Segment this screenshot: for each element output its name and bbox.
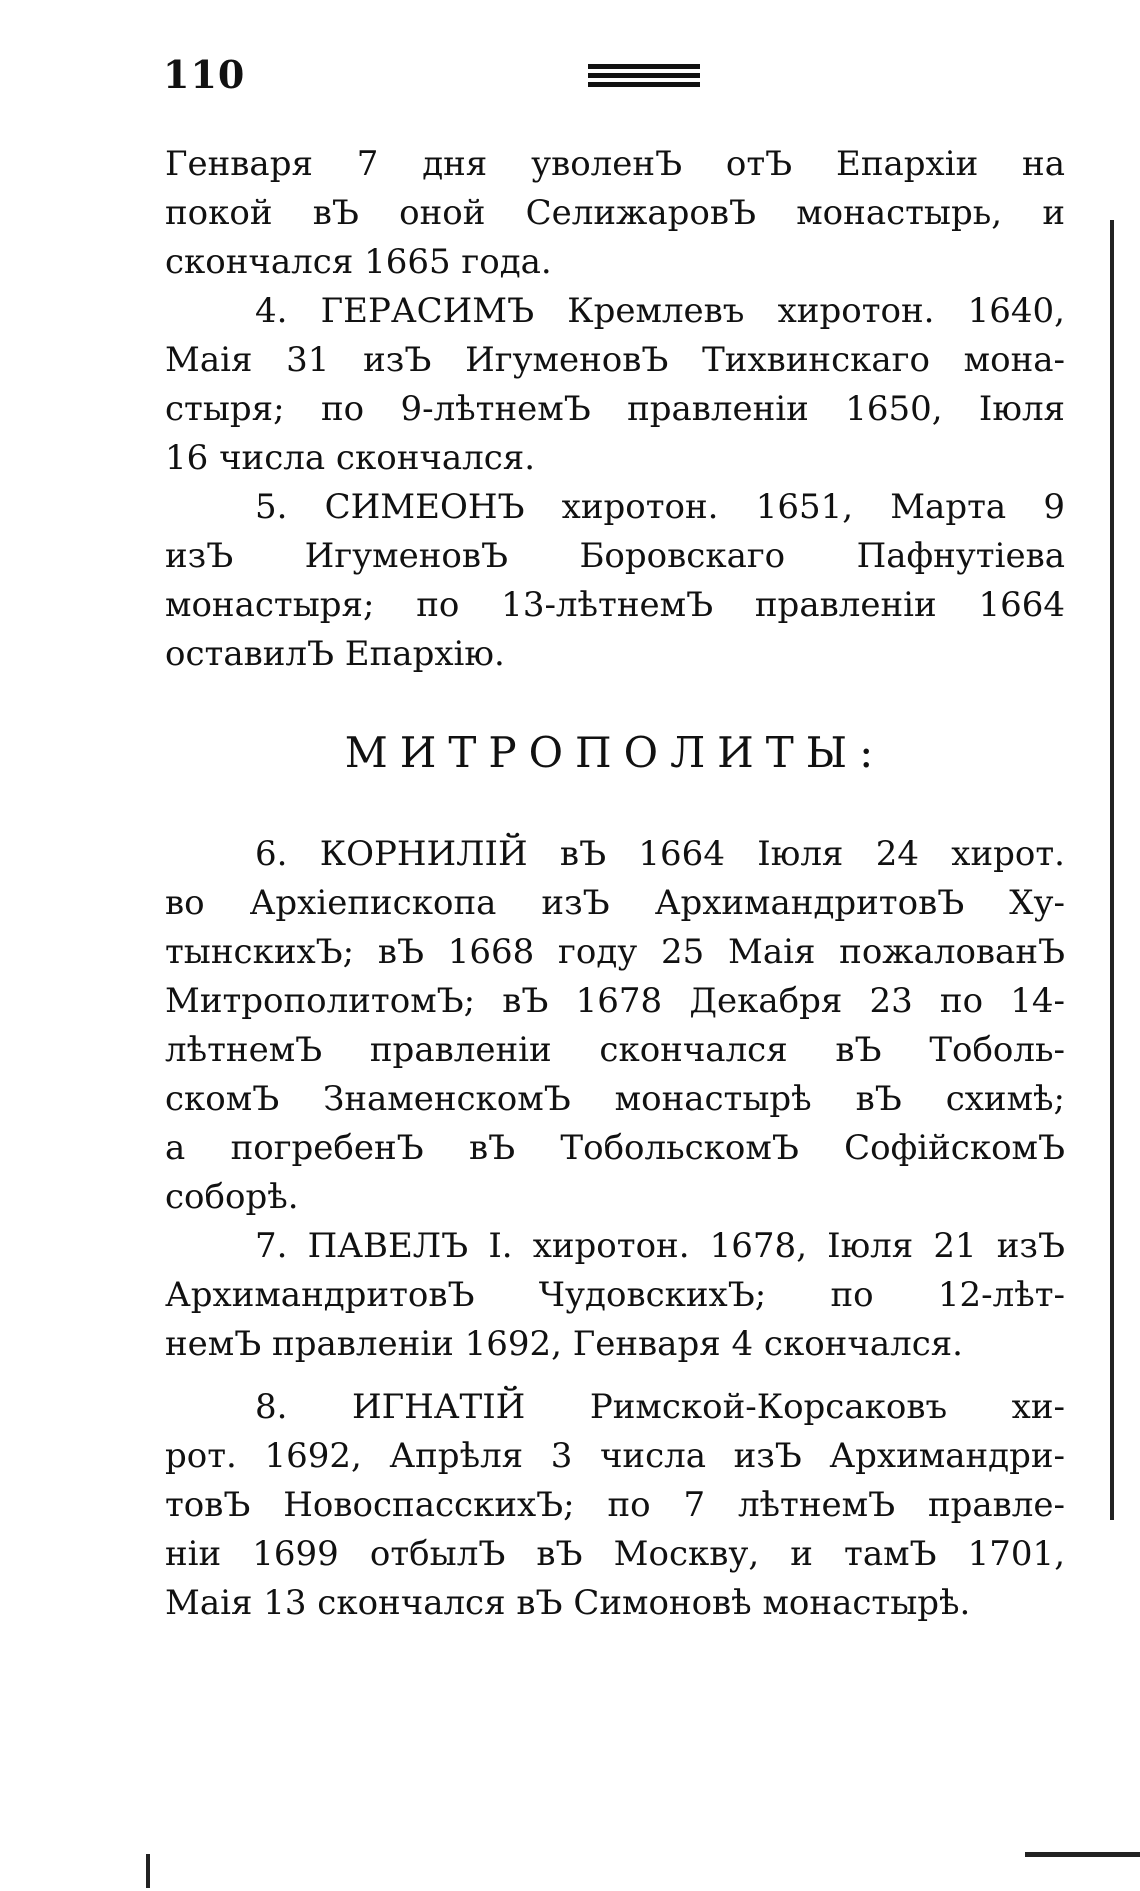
text-line: 7. ПАВЕЛЪ I. хиротон. 1678, Іюля 21 изЪ [255,1226,1065,1266]
text-line: стыря; по 9-лѣтнемЪ правленіи 1650, Іюля [165,389,1065,429]
header-ornament-rule [588,64,700,88]
text-line: покой вЪ оной СелижаровЪ монастырь, и [165,193,1065,233]
text-line: 4. ГЕРАСИМЪ Кремлевъ хиротон. 1640, [255,291,1065,331]
text-line: монастыря; по 13-лѣтнемЪ правленіи 1664 [165,585,1065,625]
section-heading: МИТРОПОЛИТЫ: [344,728,886,777]
text-line: Маія 31 изЪ ИгуменовЪ Тихвинскаго мона- [165,340,1065,380]
text-line: Маія 13 скончался вЪ Симоновѣ монастырѣ. [165,1583,971,1623]
text-line: 5. СИМЕОНЪ хиротон. 1651, Марта 9 [255,487,1065,527]
text-line: 16 числа скончался. [165,438,535,478]
text-line: а погребенЪ вЪ ТобольскомЪ СофійскомЪ [165,1128,1065,1168]
text-block-top [165,140,1065,679]
text-line: МитрополитомЪ; вЪ 1678 Декабря 23 по 14- [165,981,1065,1021]
text-line: товЪ НовоспасскихЪ; по 7 лѣтнемЪ правле- [165,1485,1065,1525]
text-line: немЪ правленіи 1692, Генваря 4 скончался. [165,1324,963,1364]
text-line: рот. 1692, Апрѣля 3 числа изЪ Архимандри- [165,1436,1065,1476]
text-line: ніи 1699 отбылЪ вЪ Москву, и тамЪ 1701, [165,1534,1065,1574]
text-line: изЪ ИгуменовЪ Боровскаго Пафнутіева [165,536,1065,576]
text-line: АрхимандритовЪ ЧудовскихЪ; по 12-лѣт- [165,1275,1065,1315]
bottom-edge-mark [1025,1852,1140,1857]
text-line: во Архіепископа изЪ АрхимандритовЪ Ху- [165,883,1065,923]
page-number: 110 [163,52,246,97]
text-line: соборѣ. [165,1177,299,1217]
text-line: 8. ИГНАТІЙ Римской-Корсаковъ хи- [255,1387,1065,1427]
corner-mark [146,1854,150,1888]
text-line: скончался 1665 года. [165,242,552,282]
text-line: скомЪ ЗнаменскомЪ монастырѣ вЪ схимѣ; [165,1079,1065,1119]
page-edge-line [1110,220,1114,1520]
text-line: тынскихЪ; вЪ 1668 году 25 Маія пожалованЪ [165,932,1065,972]
text-line: 6. КОРНИЛІЙ вЪ 1664 Іюля 24 хирот. [255,834,1065,874]
text-line: Генваря 7 дня уволенЪ отЪ Епархіи на [165,144,1065,184]
text-line: лѣтнемЪ правленіи скончался вЪ Тоболь- [165,1030,1065,1070]
text-block-bottom [165,830,1065,1628]
text-line: оставилЪ Епархію. [165,634,505,674]
